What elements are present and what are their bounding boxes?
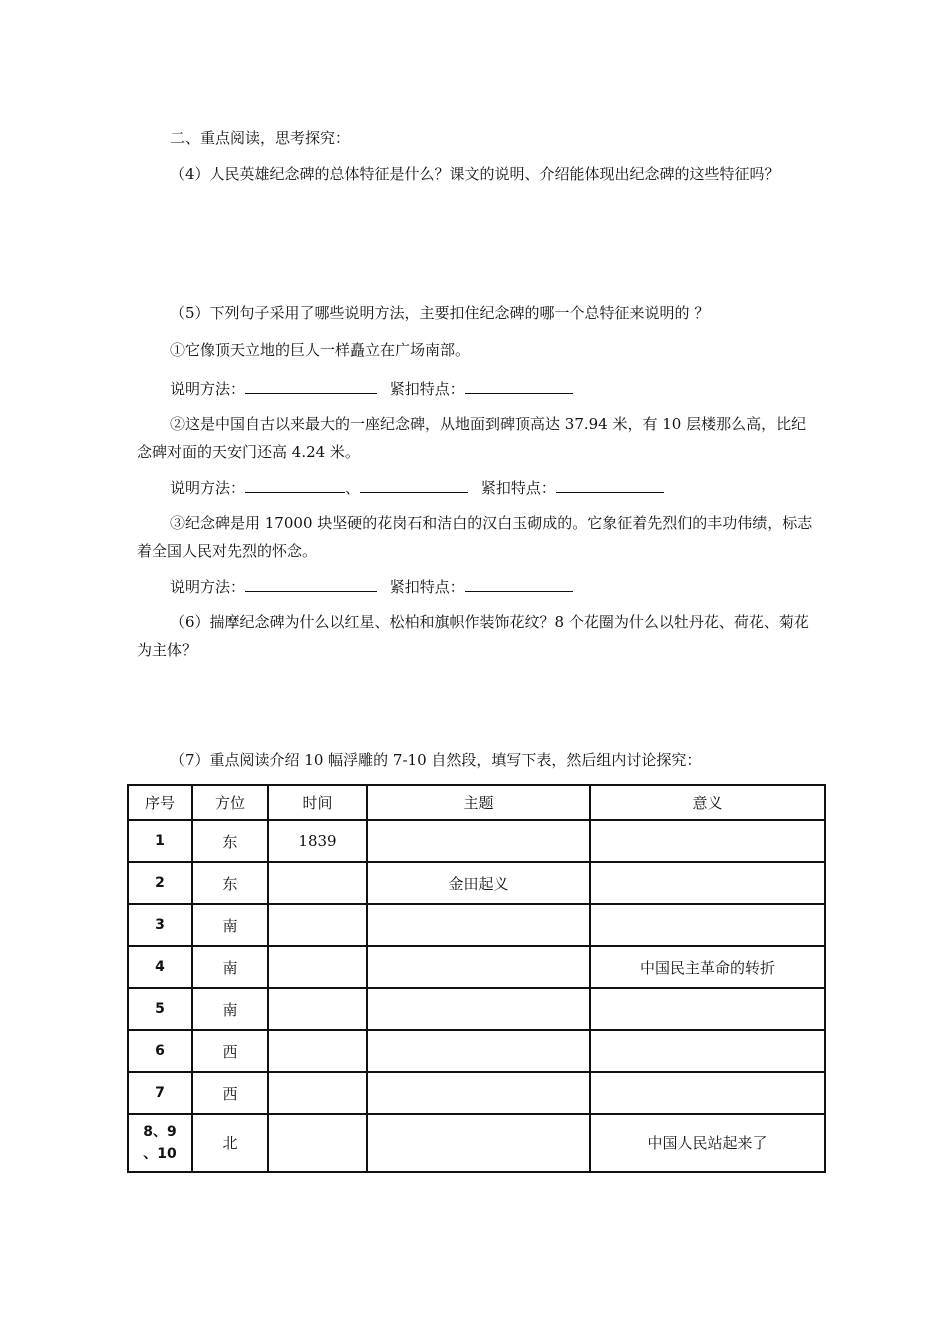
- cell-time[interactable]: [268, 988, 367, 1030]
- cell-time[interactable]: [268, 1072, 367, 1114]
- header-cell: 时间: [268, 785, 367, 820]
- answer-line-2: [170, 476, 664, 498]
- question-5-prompt: （5）下列句子采用了哪些说明方法，主要扣住纪念碑的哪一个总特征来说明的 ？: [170, 304, 710, 322]
- question-7: （7）重点阅读介绍 10 幅浮雕的 7-10 自然段，填写下表，然后组内讨论探究：: [170, 751, 702, 769]
- cell-meaning[interactable]: 中国人民站起来了: [590, 1114, 825, 1172]
- cell-meaning[interactable]: [590, 820, 825, 862]
- cell-direction: 南: [192, 946, 268, 988]
- cell-meaning[interactable]: [590, 904, 825, 946]
- header-cell: 方位: [192, 785, 268, 820]
- table-row: [128, 820, 825, 862]
- header-cell: 意义: [590, 785, 825, 820]
- table-row: [128, 862, 825, 904]
- header-cell: 主题: [367, 785, 590, 820]
- cell-number: 3: [128, 904, 192, 946]
- question-6: （6）揣摩纪念碑为什么以红星、松柏和旗帜作装饰花纹？8 个花圈为什么以牡丹花、荷花、菊花为主体？: [137, 613, 809, 659]
- method-blank[interactable]: [245, 377, 377, 394]
- cell-theme[interactable]: [367, 1114, 590, 1172]
- question-5-sentence-1: ①它像顶天立地的巨人一样矗立在广场南部。: [170, 341, 471, 359]
- cell-direction: 东: [192, 820, 268, 862]
- question-5-sentence-3: ③纪念碑是用 17000 块坚硬的花岗石和洁白的汉白玉砌成的。它象征着先烈们的丰功伟绩，标志着全国人民对先烈的怀念。: [137, 514, 813, 560]
- cell-number: 5: [128, 988, 192, 1030]
- cell-time[interactable]: [268, 862, 367, 904]
- answer-line-3: [170, 575, 573, 597]
- method-label: 说明方法：: [170, 479, 246, 497]
- feature-blank[interactable]: [465, 377, 573, 394]
- table-row: [128, 1072, 825, 1114]
- cell-theme[interactable]: [367, 904, 590, 946]
- cell-number: 1: [128, 820, 192, 862]
- table-row: [128, 988, 825, 1030]
- cell-number: 2: [128, 862, 192, 904]
- cell-meaning[interactable]: [590, 1072, 825, 1114]
- cell-direction: 南: [192, 904, 268, 946]
- method-blank[interactable]: [245, 575, 377, 592]
- feature-blank[interactable]: [465, 575, 573, 592]
- method-blank-2[interactable]: [360, 476, 468, 493]
- table-row: [128, 1030, 825, 1072]
- cell-direction: 南: [192, 988, 268, 1030]
- section-heading: 二、重点阅读，思考探究：: [170, 129, 351, 147]
- table-row: [128, 904, 825, 946]
- cell-meaning[interactable]: [590, 862, 825, 904]
- cell-number: 4: [128, 946, 192, 988]
- cell-theme[interactable]: [367, 988, 590, 1030]
- table-row: [128, 946, 825, 988]
- cell-number: [128, 1114, 192, 1172]
- feature-label: 紧扣特点：: [389, 380, 465, 398]
- question-4: （4）人民英雄纪念碑的总体特征是什么？课文的说明、介绍能体现出纪念碑的这些特征吗？: [170, 165, 780, 183]
- separator: 、: [345, 479, 361, 497]
- cell-direction: 东: [192, 862, 268, 904]
- table-row: [128, 1114, 825, 1172]
- cell-time[interactable]: 1839: [268, 820, 367, 862]
- answer-line-1: [170, 377, 573, 399]
- cell-direction: 西: [192, 1072, 268, 1114]
- cell-number-line: 8、9: [143, 1124, 177, 1140]
- cell-number: 7: [128, 1072, 192, 1114]
- cell-direction: 西: [192, 1030, 268, 1072]
- feature-label: 紧扣特点：: [389, 578, 465, 596]
- cell-time[interactable]: [268, 946, 367, 988]
- cell-theme[interactable]: [367, 1030, 590, 1072]
- cell-time[interactable]: [268, 1030, 367, 1072]
- cell-time[interactable]: [268, 1114, 367, 1172]
- cell-meaning[interactable]: 中国民主革命的转折: [590, 946, 825, 988]
- cell-time[interactable]: [268, 904, 367, 946]
- cell-theme[interactable]: 金田起义: [367, 862, 590, 904]
- cell-number-line: 、10: [143, 1146, 177, 1162]
- cell-meaning[interactable]: [590, 988, 825, 1030]
- cell-theme[interactable]: [367, 1072, 590, 1114]
- method-label: 说明方法：: [170, 380, 246, 398]
- cell-meaning[interactable]: [590, 1030, 825, 1072]
- cell-theme[interactable]: [367, 820, 590, 862]
- cell-theme[interactable]: [367, 946, 590, 988]
- cell-direction: 北: [192, 1114, 268, 1172]
- feature-blank[interactable]: [556, 476, 664, 493]
- question-5-sentence-2: ②这是中国自古以来最大的一座纪念碑，从地面到碑顶高达 37.94 米，有 10 层楼那么高，比纪念碑对面的天安门还高 4.24 米。: [137, 415, 807, 461]
- relief-table: [127, 784, 826, 1173]
- feature-label: 紧扣特点：: [480, 479, 556, 497]
- cell-number: 6: [128, 1030, 192, 1072]
- header-cell: 序号: [128, 785, 192, 820]
- method-label: 说明方法：: [170, 578, 246, 596]
- method-blank[interactable]: [245, 476, 345, 493]
- table-header-row: [128, 785, 825, 820]
